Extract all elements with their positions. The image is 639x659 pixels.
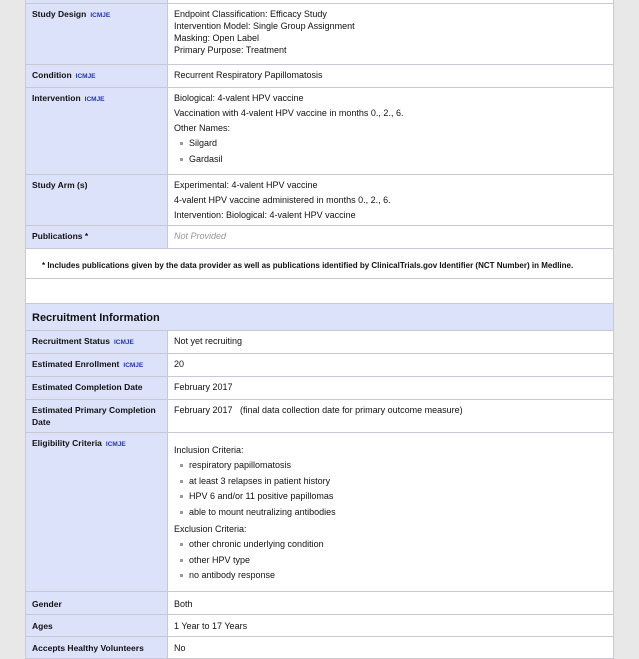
- study-design-row: [26, 4, 614, 65]
- condition-label-cell: [26, 65, 168, 88]
- healthy-volunteers-label: Accepts Healthy Volunteers: [26, 637, 168, 659]
- condition-value: Recurrent Respiratory Papillomatosis: [168, 65, 614, 88]
- primary-completion-label: Estimated Primary Completion Date: [26, 400, 168, 433]
- healthy-volunteers-value: No: [168, 637, 614, 659]
- primary-completion-row: [26, 400, 614, 433]
- primary-completion-value: February 2017 (final data collection date for primary outcome measure): [168, 400, 614, 433]
- enrollment-label: Estimated Enrollment: [32, 359, 120, 369]
- exclusion-label: Exclusion Criteria:: [174, 524, 247, 534]
- list-item: able to mount neutralizing antibodies: [189, 505, 607, 521]
- healthy-volunteers-row: [26, 637, 614, 659]
- study-design-label: Study Design: [32, 9, 87, 19]
- footnote-row: [26, 249, 614, 279]
- spacer-row: [26, 279, 614, 304]
- recruitment-status-value: Not yet recruiting: [168, 331, 614, 354]
- eligibility-label-cell: [26, 433, 168, 592]
- intervention-description: Vaccination with 4-valent HPV vaccine in months 0., 2., 6.: [174, 108, 404, 118]
- study-arm-line: Experimental: 4-valent HPV vaccine: [174, 180, 318, 190]
- intervention-label-cell: [26, 88, 168, 175]
- eligibility-row: [26, 433, 614, 592]
- section-title: Recruitment Information: [26, 304, 614, 331]
- eligibility-value: [168, 433, 614, 592]
- list-item: at least 3 relapses in patient history: [189, 474, 607, 490]
- publications-footnote: * Includes publications given by the data provider as well as publications identified by ClinicalTrials.gov Identifier (NCT Number) in Medline.: [26, 249, 614, 279]
- eligibility-label: Eligibility Criteria: [32, 438, 102, 448]
- completion-date-label: Estimated Completion Date: [26, 377, 168, 400]
- other-names-label: Other Names:: [174, 123, 231, 133]
- list-item: other chronic underlying condition: [189, 537, 607, 553]
- list-item: no antibody response: [189, 568, 607, 584]
- other-names-list: [174, 136, 607, 167]
- study-details-table: [25, 0, 614, 659]
- completion-date-value: February 2017: [168, 377, 614, 400]
- study-design-line: Primary Purpose: Treatment: [174, 45, 287, 55]
- study-arm-row: [26, 175, 614, 226]
- icmje-link[interactable]: ICMJE: [123, 362, 144, 369]
- enrollment-value: 20: [168, 354, 614, 377]
- list-item: Silgard: [189, 136, 607, 152]
- completion-date-row: [26, 377, 614, 400]
- recruitment-status-label-cell: [26, 331, 168, 354]
- ages-label: Ages: [26, 615, 168, 637]
- recruitment-status-label: Recruitment Status: [32, 336, 110, 346]
- intervention-label: Intervention: [32, 93, 81, 103]
- gender-row: [26, 592, 614, 615]
- icmje-link[interactable]: ICMJE: [75, 73, 96, 80]
- study-design-line: Intervention Model: Single Group Assignment: [174, 21, 355, 31]
- study-arm-line: Intervention: Biological: 4-valent HPV vaccine: [174, 210, 356, 220]
- icmje-link[interactable]: ICMJE: [84, 96, 105, 103]
- list-item: Gardasil: [189, 152, 607, 168]
- enrollment-row: [26, 354, 614, 377]
- ages-value: 1 Year to 17 Years: [168, 615, 614, 637]
- study-design-line: Masking: Open Label: [174, 33, 260, 43]
- intervention-value: [168, 88, 614, 175]
- icmje-link[interactable]: ICMJE: [90, 12, 111, 19]
- recruitment-status-row: [26, 331, 614, 354]
- publications-row: [26, 226, 614, 249]
- condition-row: [26, 65, 614, 88]
- intervention-type: Biological: 4-valent HPV vaccine: [174, 93, 304, 103]
- icmje-link[interactable]: ICMJE: [105, 441, 126, 448]
- study-arm-label: Study Arm (s): [32, 180, 88, 190]
- intervention-row: [26, 88, 614, 175]
- condition-label: Condition: [32, 70, 72, 80]
- ages-row: [26, 615, 614, 637]
- gender-value: Both: [168, 592, 614, 615]
- study-arm-label-cell: [26, 175, 168, 226]
- study-arm-value: [168, 175, 614, 226]
- icmje-link[interactable]: ICMJE: [113, 339, 134, 346]
- recruitment-section-header: [26, 304, 614, 331]
- gender-label: Gender: [26, 592, 168, 615]
- study-arm-line: 4-valent HPV vaccine administered in months 0., 2., 6.: [174, 195, 391, 205]
- inclusion-list: [174, 458, 607, 520]
- publications-value: Not Provided: [168, 226, 614, 249]
- publications-label: Publications *: [26, 226, 168, 249]
- enrollment-label-cell: [26, 354, 168, 377]
- study-design-label-cell: [26, 4, 168, 65]
- study-record: [25, 0, 614, 659]
- exclusion-list: [174, 537, 607, 584]
- list-item: HPV 6 and/or 11 positive papillomas: [189, 489, 607, 505]
- list-item: respiratory papillomatosis: [189, 458, 607, 474]
- list-item: other HPV type: [189, 553, 607, 569]
- study-design-value: [168, 4, 614, 65]
- inclusion-label: Inclusion Criteria:: [174, 445, 244, 455]
- study-design-line: Endpoint Classification: Efficacy Study: [174, 9, 327, 19]
